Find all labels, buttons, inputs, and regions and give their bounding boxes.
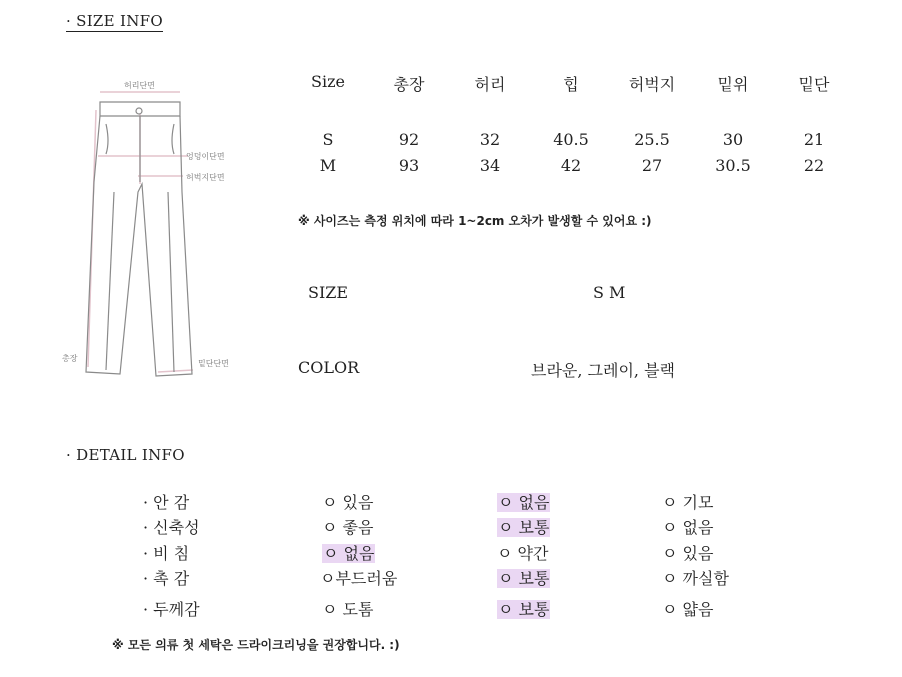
detail-option: ㅇ 있음 bbox=[662, 544, 714, 563]
cell-rise: 30.5 bbox=[715, 156, 751, 175]
size-value: S M bbox=[593, 283, 626, 302]
detail-info-title: · DETAIL INFO bbox=[66, 446, 185, 464]
cell-rise: 30 bbox=[722, 130, 744, 149]
header-thigh: 허벅지 bbox=[628, 75, 676, 94]
detail-option-selected: ㅇ 보통 bbox=[498, 569, 550, 588]
detail-label: · 신축성 bbox=[143, 518, 200, 537]
measurement-note: ※ 사이즈는 측정 위치에 따라 1~2cm 오차가 발생할 수 있어요 :) bbox=[298, 214, 652, 228]
header-waist: 허리 bbox=[474, 75, 506, 94]
hem-measure-line bbox=[158, 370, 193, 372]
size-info-title: · SIZE INFO bbox=[66, 12, 163, 30]
cell-hem: 21 bbox=[803, 130, 825, 149]
hip-label: 엉덩이단면 bbox=[186, 152, 225, 161]
length-label: 총장 bbox=[62, 354, 78, 363]
detail-option: ㅇ 도톰 bbox=[322, 600, 374, 619]
pants-outline-illustration bbox=[58, 72, 248, 387]
detail-option-selected: ㅇ 보통 bbox=[498, 518, 550, 537]
detail-label: · 비 침 bbox=[143, 544, 190, 563]
color-label: COLOR bbox=[298, 358, 360, 377]
waist-label: 허리단면 bbox=[124, 81, 155, 90]
cell-length: 93 bbox=[398, 156, 420, 175]
cell-waist: 32 bbox=[479, 130, 501, 149]
detail-option: ㅇ 약간 bbox=[497, 544, 549, 563]
detail-option: ㅇ 얇음 bbox=[662, 600, 714, 619]
detail-option: ㅇ 좋음 bbox=[322, 518, 374, 537]
cell-size: S bbox=[322, 130, 334, 149]
header-length: 총장 bbox=[393, 75, 425, 94]
cell-thigh: 25.5 bbox=[634, 130, 670, 149]
detail-label: · 촉 감 bbox=[143, 569, 190, 588]
detail-option: ㅇ 까실함 bbox=[662, 569, 729, 588]
cell-waist: 34 bbox=[479, 156, 501, 175]
cell-hip: 42 bbox=[560, 156, 582, 175]
cell-hem: 22 bbox=[803, 156, 825, 175]
detail-option: ㅇ 없음 bbox=[662, 518, 714, 537]
header-hip: 힙 bbox=[563, 75, 579, 94]
cell-thigh: 27 bbox=[641, 156, 663, 175]
cell-hip: 40.5 bbox=[553, 130, 589, 149]
detail-option: ㅇ 있음 bbox=[322, 493, 374, 512]
size-label: SIZE bbox=[308, 283, 349, 302]
header-size: Size bbox=[311, 72, 345, 91]
cell-size: M bbox=[319, 156, 337, 175]
detail-option-selected: ㅇ 보통 bbox=[498, 600, 550, 619]
detail-option: ㅇ 기모 bbox=[662, 493, 714, 512]
hem-label: 밑단단면 bbox=[198, 359, 229, 368]
color-value: 브라운, 그레이, 블랙 bbox=[531, 361, 675, 380]
detail-option: ㅇ부드러움 bbox=[320, 569, 398, 588]
pants-diagram bbox=[58, 72, 248, 391]
detail-option-selected: ㅇ 없음 bbox=[498, 493, 550, 512]
cell-length: 92 bbox=[398, 130, 420, 149]
thigh-label: 허벅지단면 bbox=[186, 173, 225, 182]
header-hem: 밑단 bbox=[798, 75, 830, 94]
detail-label: · 두께감 bbox=[143, 600, 200, 619]
detail-label: · 안 감 bbox=[143, 493, 190, 512]
care-note: ※ 모든 의류 첫 세탁은 드라이크리닝을 권장합니다. :) bbox=[112, 638, 400, 652]
detail-option-selected: ㅇ 없음 bbox=[323, 544, 375, 563]
header-rise: 밑위 bbox=[717, 75, 749, 94]
